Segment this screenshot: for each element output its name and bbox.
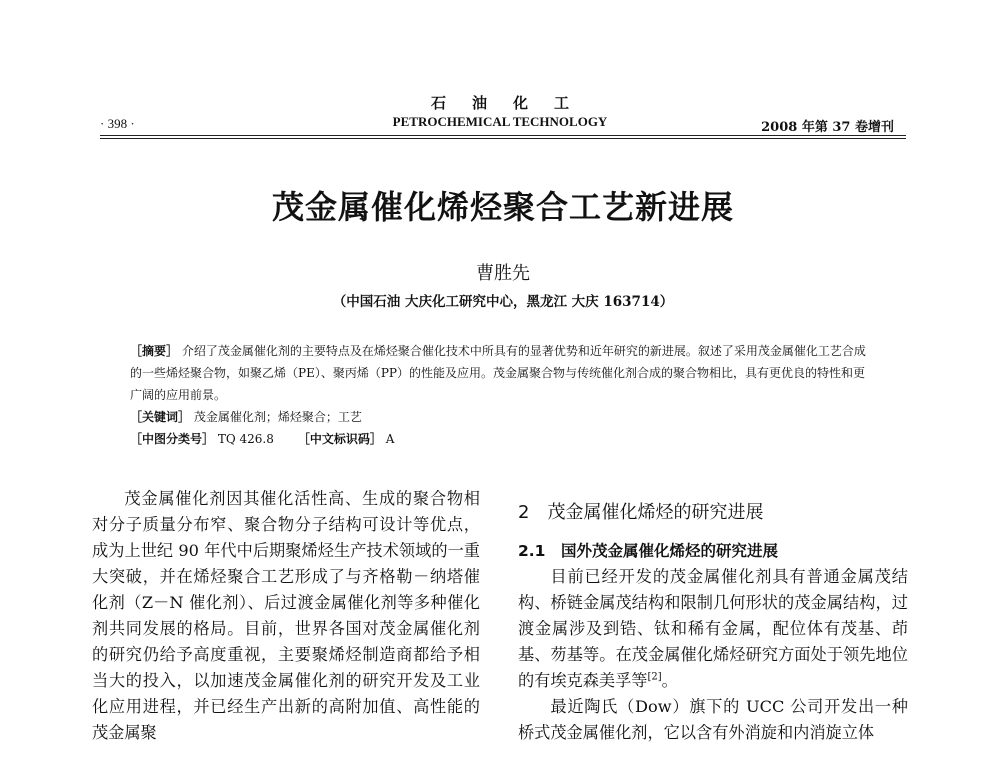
header-rule-thin	[100, 138, 906, 139]
body-paragraph-1-end: 。	[661, 671, 678, 690]
citation-ref: [2]	[647, 671, 662, 683]
abstract-label: ［摘要］	[130, 344, 179, 358]
body-paragraph-1	[518, 564, 908, 694]
abstract-block	[130, 340, 870, 450]
keywords	[130, 406, 870, 428]
doc-code-value: A	[385, 432, 395, 446]
keywords-label: ［关键词］	[130, 410, 191, 424]
classification-value: TQ 426.8	[217, 432, 274, 446]
classification-label: ［中图分类号］	[130, 432, 215, 446]
abstract	[130, 340, 870, 406]
subsection-heading: 2.1 国外茂金属催化烯烃的研究进展	[518, 542, 778, 560]
author-affiliation: （中国石油 大庆化工研究中心，黑龙江 大庆 163714）	[332, 294, 674, 310]
section-heading: 2 茂金属催化烯烃的研究进展	[518, 502, 764, 523]
body-paragraph-1-text: 目前已经开发的茂金属催化剂具有普通金属茂结构、桥链金属茂结构和限制几何形状的茂金属结构，过渡金属涉及到锆、钛和稀有金属，配位体有茂基、茚基、芴基等。在茂金属催化烯烃研究方面处于领先地位的有埃克森美孚等	[518, 567, 908, 690]
intro-paragraph: 茂金属催化剂因其催化活性高、生成的聚合物相对分子质量分布窄、聚合物分子结构可设计等优点，成为上世纪 90 年代中后期聚烯烃生产技术领域的一重大突破，并在烯烃聚合工艺形成了与齐格勒－纳塔催化剂（Z－N 催化剂）、后过渡金属催化剂等多种催化剂共同发展的格局。目前，世界各国对茂金属催化剂的研究仍给予高度重视，主要聚烯烃制造商都给予相当大的投入，以加速茂金属催化剂的研究开发及工业化应用进程，并已经生产出新的高附加值、高性能的茂金属聚	[92, 489, 480, 742]
body-paragraph-2: 最近陶氏（Dow）旗下的 UCC 公司开发出一种桥式茂金属催化剂，它以含有外消旋和内消旋立体	[518, 697, 908, 742]
doc-code-label: ［中文标识码］	[297, 432, 382, 446]
journal-title-en: PETROCHEMICAL TECHNOLOGY	[392, 114, 608, 129]
issue-info: 2008 年第 37 卷增刊	[761, 120, 894, 135]
author-name: 曹胜先	[476, 263, 530, 284]
paper-title: 茂金属催化烯烃聚合工艺新进展	[271, 188, 734, 226]
body-left-column	[92, 486, 480, 746]
body-right-column	[518, 538, 908, 746]
journal-title-cn: 石油化工	[430, 94, 595, 112]
header-rule	[100, 135, 906, 136]
keywords-text: 茂金属催化剂；烯烃聚合；工艺	[193, 410, 362, 424]
page-number: · 398 ·	[100, 116, 135, 131]
classification	[130, 428, 870, 450]
abstract-text: 介绍了茂金属催化剂的主要特点及在烯烃聚合催化技术中所具有的显著优势和近年研究的新进展。叙述了采用茂金属催化工艺合成的一些烯烃聚合物，如聚乙烯（PE）、聚丙烯（PP）的性能及应用。茂金属聚合物与传统催化剂合成的聚合物相比，具有更优良的特性和更广阔的应用前景。	[130, 344, 866, 402]
